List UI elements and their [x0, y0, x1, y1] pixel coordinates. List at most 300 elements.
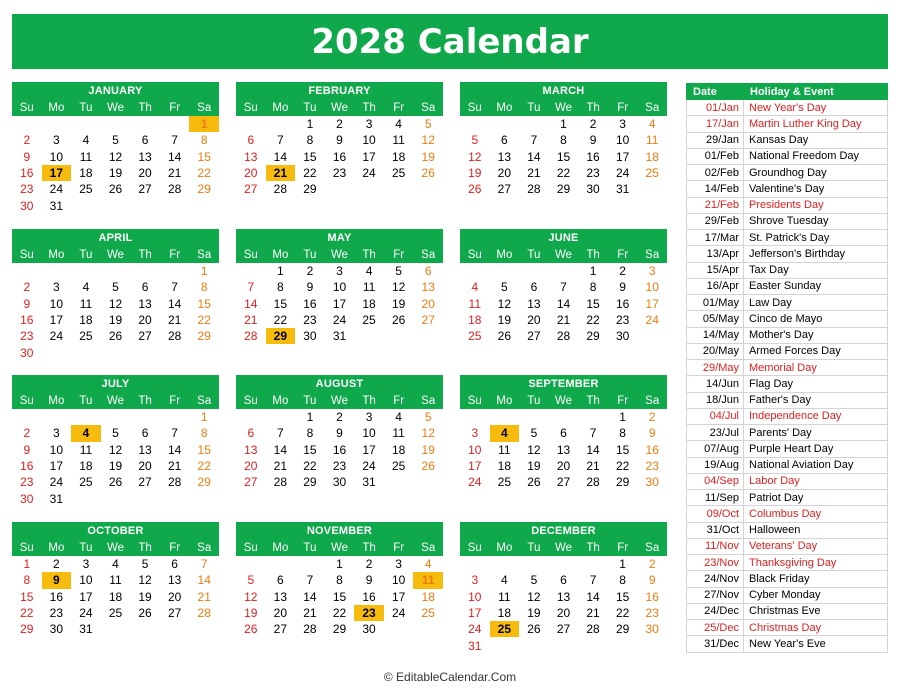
day-cell[interactable]: 10 [615, 133, 630, 148]
day-cell[interactable]: 7 [247, 280, 255, 295]
day-cell[interactable]: 30 [332, 475, 347, 490]
day-cell[interactable]: 20 [138, 166, 152, 181]
day-cell[interactable]: 22 [303, 459, 317, 474]
day-cell[interactable]: 7 [277, 426, 284, 441]
day-cell[interactable]: 21 [527, 166, 541, 181]
day-cell[interactable]: 21 [556, 313, 571, 328]
day-cell[interactable]: 13 [138, 149, 152, 164]
day-cell[interactable]: 5 [247, 573, 255, 588]
day-cell[interactable]: 4 [424, 557, 432, 572]
day-cell[interactable]: 29 [615, 475, 630, 490]
day-cell[interactable]: 3 [648, 264, 656, 279]
day-cell[interactable]: 14 [556, 296, 571, 311]
day-cell[interactable]: 6 [247, 426, 255, 441]
day-cell[interactable]: 2 [23, 133, 31, 148]
day-cell[interactable]: 1 [189, 116, 219, 132]
day-cell[interactable]: 27 [138, 182, 152, 197]
day-cell[interactable]: 27 [244, 182, 258, 197]
day-cell[interactable]: 6 [424, 264, 432, 279]
day-cell[interactable]: 9 [306, 280, 314, 295]
day-cell[interactable]: 4 [501, 573, 508, 588]
day-cell[interactable]: 4 [112, 557, 119, 572]
day-cell[interactable]: 3 [471, 426, 479, 441]
day-cell[interactable]: 12 [421, 133, 435, 148]
day-cell[interactable]: 24 [49, 329, 64, 344]
day-cell[interactable]: 20 [556, 606, 571, 621]
day-cell[interactable]: 10 [79, 573, 93, 588]
day-cell[interactable]: 14 [273, 149, 288, 164]
day-cell[interactable]: 20 [244, 459, 258, 474]
day-cell[interactable]: 29 [556, 182, 571, 197]
day-cell[interactable]: 19 [108, 166, 123, 181]
day-cell[interactable]: 1 [23, 557, 31, 572]
day-cell[interactable]: 27 [273, 622, 288, 637]
day-cell[interactable]: 5 [530, 573, 538, 588]
day-cell[interactable]: 30 [615, 329, 630, 344]
day-cell[interactable]: 22 [197, 313, 211, 328]
day-cell[interactable]: 7 [171, 426, 178, 441]
day-cell[interactable]: 28 [586, 622, 600, 637]
day-cell[interactable]: 7 [171, 133, 178, 148]
day-cell[interactable]: 18 [362, 296, 376, 311]
day-cell[interactable]: 16 [332, 442, 347, 457]
day-cell[interactable]: 27 [244, 475, 258, 490]
day-cell[interactable]: 2 [589, 117, 597, 132]
day-cell[interactable]: 24 [362, 459, 376, 474]
day-cell[interactable]: 18 [79, 313, 93, 328]
day-cell[interactable]: 8 [560, 133, 567, 148]
day-cell[interactable]: 3 [619, 117, 626, 132]
day-cell[interactable]: 8 [23, 573, 31, 588]
day-cell[interactable]: 28 [303, 622, 317, 637]
day-cell[interactable]: 26 [391, 313, 406, 328]
day-cell[interactable]: 2 [306, 264, 314, 279]
day-cell[interactable]: 11 [79, 149, 93, 164]
day-cell[interactable]: 14 [167, 149, 182, 164]
day-cell[interactable]: 10 [468, 589, 482, 604]
day-cell[interactable]: 29 [20, 622, 34, 637]
day-cell[interactable]: 17 [468, 606, 482, 621]
day-cell[interactable]: 11 [109, 573, 122, 588]
day-cell[interactable]: 7 [277, 133, 284, 148]
day-cell[interactable]: 24 [645, 313, 659, 328]
day-cell[interactable]: 16 [645, 589, 659, 604]
day-cell[interactable]: 6 [277, 573, 284, 588]
day-cell[interactable]: 25 [468, 329, 482, 344]
day-cell[interactable]: 24 [79, 606, 93, 621]
day-cell[interactable]: 6 [141, 133, 149, 148]
day-cell[interactable]: 13 [556, 442, 571, 457]
day-cell[interactable]: 15 [332, 589, 347, 604]
day-cell[interactable]: 29 [303, 475, 317, 490]
day-cell[interactable]: 23 [586, 166, 600, 181]
day-cell[interactable]: 30 [20, 198, 34, 213]
day-cell[interactable]: 28 [273, 182, 288, 197]
day-cell[interactable]: 17 [362, 149, 376, 164]
day-cell[interactable]: 15 [303, 442, 317, 457]
day-cell[interactable]: 30 [645, 622, 659, 637]
day-cell[interactable]: 3 [471, 573, 479, 588]
day-cell[interactable]: 15 [197, 149, 211, 164]
day-cell[interactable]: 19 [108, 459, 123, 474]
day-cell[interactable]: 17 [79, 589, 93, 604]
day-cell[interactable]: 30 [586, 182, 600, 197]
day-cell[interactable]: 16 [49, 589, 64, 604]
day-cell[interactable]: 6 [247, 133, 255, 148]
day-cell[interactable]: 21 [303, 606, 317, 621]
day-cell[interactable]: 17 [468, 459, 482, 474]
day-cell[interactable]: 26 [527, 622, 541, 637]
day-cell[interactable]: 29 [303, 182, 317, 197]
day-cell[interactable]: 26 [244, 622, 258, 637]
day-cell[interactable]: 21 [167, 459, 182, 474]
day-cell[interactable]: 23 [645, 459, 659, 474]
day-cell[interactable]: 15 [586, 296, 600, 311]
day-cell[interactable]: 25 [645, 166, 659, 181]
day-cell[interactable]: 25 [421, 606, 435, 621]
day-cell[interactable]: 16 [615, 296, 630, 311]
day-cell[interactable]: 27 [167, 606, 182, 621]
day-cell[interactable]: 23 [615, 313, 630, 328]
day-cell[interactable]: 8 [200, 280, 208, 295]
day-cell[interactable]: 9 [336, 426, 343, 441]
day-cell[interactable]: 5 [112, 426, 119, 441]
day-cell[interactable]: 5 [141, 557, 149, 572]
day-cell[interactable]: 9 [23, 149, 31, 164]
day-cell[interactable]: 25 [108, 606, 123, 621]
day-cell[interactable]: 14 [586, 442, 600, 457]
day-cell[interactable]: 21 [266, 165, 296, 181]
day-cell[interactable]: 21 [167, 313, 182, 328]
day-cell[interactable]: 31 [615, 182, 630, 197]
day-cell[interactable]: 22 [303, 166, 317, 181]
day-cell[interactable]: 1 [560, 117, 567, 132]
day-cell[interactable]: 19 [108, 313, 123, 328]
day-cell[interactable]: 12 [527, 442, 541, 457]
day-cell[interactable]: 20 [244, 166, 258, 181]
day-cell[interactable]: 8 [619, 426, 626, 441]
day-cell[interactable]: 9 [336, 133, 343, 148]
day-cell[interactable]: 20 [527, 313, 541, 328]
day-cell[interactable]: 7 [200, 557, 208, 572]
day-cell[interactable]: 20 [421, 296, 435, 311]
day-cell[interactable]: 24 [362, 166, 376, 181]
day-cell[interactable]: 11 [498, 589, 511, 604]
day-cell[interactable]: 12 [108, 296, 123, 311]
day-cell[interactable]: 18 [391, 149, 406, 164]
day-cell[interactable]: 28 [527, 182, 541, 197]
day-cell[interactable]: 19 [391, 296, 406, 311]
day-cell[interactable]: 11 [79, 442, 93, 457]
day-cell[interactable]: 7 [560, 280, 567, 295]
day-cell[interactable]: 24 [615, 166, 630, 181]
day-cell[interactable]: 28 [273, 475, 288, 490]
day-cell[interactable]: 7 [306, 573, 314, 588]
day-cell[interactable]: 14 [244, 296, 258, 311]
day-cell[interactable]: 1 [589, 264, 597, 279]
day-cell[interactable]: 29 [197, 329, 211, 344]
day-cell[interactable]: 19 [138, 589, 152, 604]
day-cell[interactable]: 19 [421, 149, 435, 164]
day-cell[interactable]: 1 [200, 410, 208, 425]
day-cell[interactable]: 16 [20, 459, 34, 474]
day-cell[interactable]: 2 [648, 410, 656, 425]
day-cell[interactable]: 17 [332, 296, 347, 311]
day-cell[interactable]: 6 [560, 573, 567, 588]
day-cell[interactable]: 31 [468, 638, 482, 653]
day-cell[interactable]: 15 [615, 589, 630, 604]
day-cell[interactable]: 23 [303, 313, 317, 328]
day-cell[interactable]: 18 [421, 589, 435, 604]
day-cell[interactable]: 25 [79, 329, 93, 344]
day-cell[interactable]: 18 [108, 589, 123, 604]
day-cell[interactable]: 4 [395, 410, 402, 425]
day-cell[interactable]: 6 [530, 280, 538, 295]
day-cell[interactable]: 17 [42, 165, 72, 181]
day-cell[interactable]: 4 [395, 117, 402, 132]
day-cell[interactable]: 14 [527, 149, 541, 164]
day-cell[interactable]: 18 [645, 149, 659, 164]
day-cell[interactable]: 26 [108, 182, 123, 197]
day-cell[interactable]: 30 [645, 475, 659, 490]
day-cell[interactable]: 12 [468, 149, 482, 164]
day-cell[interactable]: 18 [497, 606, 512, 621]
day-cell[interactable]: 1 [200, 264, 208, 279]
day-cell[interactable]: 28 [586, 475, 600, 490]
day-cell[interactable]: 26 [108, 329, 123, 344]
day-cell[interactable]: 1 [336, 557, 343, 572]
day-cell[interactable]: 3 [53, 133, 60, 148]
day-cell[interactable]: 19 [497, 313, 512, 328]
day-cell[interactable]: 22 [586, 313, 600, 328]
day-cell[interactable]: 2 [336, 410, 343, 425]
day-cell[interactable]: 22 [556, 166, 571, 181]
day-cell[interactable]: 5 [395, 264, 402, 279]
day-cell[interactable]: 31 [332, 329, 347, 344]
day-cell[interactable]: 27 [421, 313, 435, 328]
day-cell[interactable]: 26 [468, 182, 482, 197]
day-cell[interactable]: 10 [49, 296, 64, 311]
day-cell[interactable]: 4 [365, 264, 373, 279]
day-cell[interactable]: 30 [20, 345, 34, 360]
day-cell[interactable]: 7 [589, 573, 597, 588]
day-cell[interactable]: 1 [306, 410, 314, 425]
day-cell[interactable]: 30 [49, 622, 64, 637]
day-cell[interactable]: 13 [138, 442, 152, 457]
day-cell[interactable]: 25 [391, 459, 406, 474]
day-cell[interactable]: 16 [586, 149, 600, 164]
day-cell[interactable]: 5 [501, 280, 508, 295]
day-cell[interactable]: 12 [421, 426, 435, 441]
day-cell[interactable]: 3 [365, 410, 373, 425]
day-cell[interactable]: 8 [619, 573, 626, 588]
day-cell[interactable]: 15 [20, 589, 34, 604]
day-cell[interactable]: 4 [71, 425, 101, 441]
day-cell[interactable]: 31 [49, 491, 64, 506]
day-cell[interactable]: 2 [53, 557, 60, 572]
day-cell[interactable]: 28 [244, 329, 258, 344]
day-cell[interactable]: 18 [79, 459, 93, 474]
day-cell[interactable]: 23 [332, 459, 347, 474]
day-cell[interactable]: 17 [49, 459, 64, 474]
day-cell[interactable]: 3 [365, 117, 373, 132]
day-cell[interactable]: 12 [527, 589, 541, 604]
day-cell[interactable]: 3 [82, 557, 90, 572]
day-cell[interactable]: 20 [273, 606, 288, 621]
day-cell[interactable]: 24 [332, 313, 347, 328]
day-cell[interactable]: 29 [586, 329, 600, 344]
day-cell[interactable]: 12 [244, 589, 258, 604]
day-cell[interactable]: 24 [49, 182, 64, 197]
day-cell[interactable]: 30 [362, 622, 376, 637]
day-cell[interactable]: 14 [303, 589, 317, 604]
day-cell[interactable]: 1 [306, 117, 314, 132]
day-cell[interactable]: 28 [167, 182, 182, 197]
day-cell[interactable]: 13 [167, 573, 182, 588]
day-cell[interactable]: 8 [336, 573, 343, 588]
day-cell[interactable]: 15 [197, 296, 211, 311]
day-cell[interactable]: 5 [424, 117, 432, 132]
day-cell[interactable]: 13 [138, 296, 152, 311]
day-cell[interactable]: 11 [468, 296, 482, 311]
day-cell[interactable]: 10 [645, 280, 659, 295]
day-cell[interactable]: 23 [20, 475, 34, 490]
day-cell[interactable]: 9 [23, 442, 31, 457]
day-cell[interactable]: 12 [108, 149, 123, 164]
day-cell[interactable]: 10 [362, 426, 376, 441]
day-cell[interactable]: 3 [395, 557, 402, 572]
day-cell[interactable]: 25 [490, 621, 520, 637]
day-cell[interactable]: 19 [421, 442, 435, 457]
day-cell[interactable]: 4 [490, 425, 520, 441]
day-cell[interactable]: 13 [556, 589, 571, 604]
day-cell[interactable]: 18 [391, 442, 406, 457]
day-cell[interactable]: 22 [197, 459, 211, 474]
day-cell[interactable]: 12 [138, 573, 152, 588]
day-cell[interactable]: 8 [306, 133, 314, 148]
day-cell[interactable]: 10 [49, 149, 64, 164]
day-cell[interactable]: 13 [527, 296, 541, 311]
day-cell[interactable]: 16 [303, 296, 317, 311]
day-cell[interactable]: 10 [49, 442, 64, 457]
day-cell[interactable]: 8 [200, 426, 208, 441]
day-cell[interactable]: 7 [530, 133, 538, 148]
day-cell[interactable]: 18 [497, 459, 512, 474]
day-cell[interactable]: 15 [303, 149, 317, 164]
day-cell[interactable]: 17 [49, 313, 64, 328]
day-cell[interactable]: 29 [332, 622, 347, 637]
day-cell[interactable]: 7 [589, 426, 597, 441]
day-cell[interactable]: 9 [365, 573, 373, 588]
day-cell[interactable]: 11 [392, 133, 405, 148]
day-cell[interactable]: 20 [167, 589, 182, 604]
day-cell[interactable]: 7 [171, 280, 178, 295]
day-cell[interactable]: 15 [615, 442, 630, 457]
day-cell[interactable]: 31 [362, 475, 376, 490]
day-cell[interactable]: 16 [645, 442, 659, 457]
day-cell[interactable]: 9 [648, 573, 656, 588]
day-cell[interactable]: 23 [49, 606, 64, 621]
day-cell[interactable]: 10 [362, 133, 376, 148]
day-cell[interactable]: 23 [20, 329, 34, 344]
day-cell[interactable]: 27 [138, 329, 152, 344]
day-cell[interactable]: 14 [167, 442, 182, 457]
day-cell[interactable]: 18 [468, 313, 482, 328]
day-cell[interactable]: 30 [303, 329, 317, 344]
day-cell[interactable]: 2 [619, 264, 626, 279]
day-cell[interactable]: 27 [497, 182, 512, 197]
day-cell[interactable]: 5 [471, 133, 479, 148]
day-cell[interactable]: 26 [527, 475, 541, 490]
day-cell[interactable]: 26 [421, 166, 435, 181]
day-cell[interactable]: 6 [501, 133, 508, 148]
day-cell[interactable]: 1 [619, 410, 626, 425]
day-cell[interactable]: 23 [354, 605, 384, 621]
day-cell[interactable]: 1 [619, 557, 626, 572]
day-cell[interactable]: 2 [365, 557, 373, 572]
day-cell[interactable]: 8 [200, 133, 208, 148]
day-cell[interactable]: 26 [421, 459, 435, 474]
day-cell[interactable]: 2 [23, 426, 31, 441]
day-cell[interactable]: 22 [273, 313, 288, 328]
day-cell[interactable]: 25 [497, 475, 512, 490]
day-cell[interactable]: 22 [197, 166, 211, 181]
day-cell[interactable]: 11 [413, 572, 443, 588]
day-cell[interactable]: 22 [332, 606, 347, 621]
day-cell[interactable]: 13 [244, 149, 258, 164]
day-cell[interactable]: 29 [615, 622, 630, 637]
day-cell[interactable]: 25 [79, 182, 93, 197]
day-cell[interactable]: 3 [336, 264, 343, 279]
day-cell[interactable]: 11 [645, 133, 659, 148]
day-cell[interactable]: 21 [167, 166, 182, 181]
day-cell[interactable]: 26 [108, 475, 123, 490]
day-cell[interactable]: 15 [273, 296, 288, 311]
day-cell[interactable]: 25 [79, 475, 93, 490]
day-cell[interactable]: 17 [615, 149, 630, 164]
day-cell[interactable]: 21 [273, 459, 288, 474]
day-cell[interactable]: 4 [82, 133, 90, 148]
day-cell[interactable]: 19 [244, 606, 258, 621]
day-cell[interactable]: 20 [138, 313, 152, 328]
day-cell[interactable]: 9 [589, 133, 597, 148]
day-cell[interactable]: 25 [391, 166, 406, 181]
day-cell[interactable]: 6 [141, 280, 149, 295]
day-cell[interactable]: 27 [556, 475, 571, 490]
day-cell[interactable]: 9 [23, 296, 31, 311]
day-cell[interactable]: 6 [171, 557, 178, 572]
day-cell[interactable]: 14 [273, 442, 288, 457]
day-cell[interactable]: 22 [615, 606, 630, 621]
day-cell[interactable]: 15 [556, 149, 571, 164]
day-cell[interactable]: 4 [648, 117, 656, 132]
day-cell[interactable]: 4 [82, 280, 90, 295]
day-cell[interactable]: 12 [391, 280, 406, 295]
day-cell[interactable]: 31 [79, 622, 93, 637]
day-cell[interactable]: 19 [527, 459, 541, 474]
day-cell[interactable]: 16 [362, 589, 376, 604]
day-cell[interactable]: 10 [391, 573, 406, 588]
day-cell[interactable]: 25 [362, 313, 376, 328]
day-cell[interactable]: 28 [167, 475, 182, 490]
day-cell[interactable]: 21 [244, 313, 258, 328]
day-cell[interactable]: 9 [42, 572, 72, 588]
day-cell[interactable]: 12 [497, 296, 512, 311]
day-cell[interactable]: 29 [266, 328, 296, 344]
day-cell[interactable]: 5 [112, 280, 119, 295]
day-cell[interactable]: 8 [277, 280, 284, 295]
day-cell[interactable]: 18 [79, 166, 93, 181]
